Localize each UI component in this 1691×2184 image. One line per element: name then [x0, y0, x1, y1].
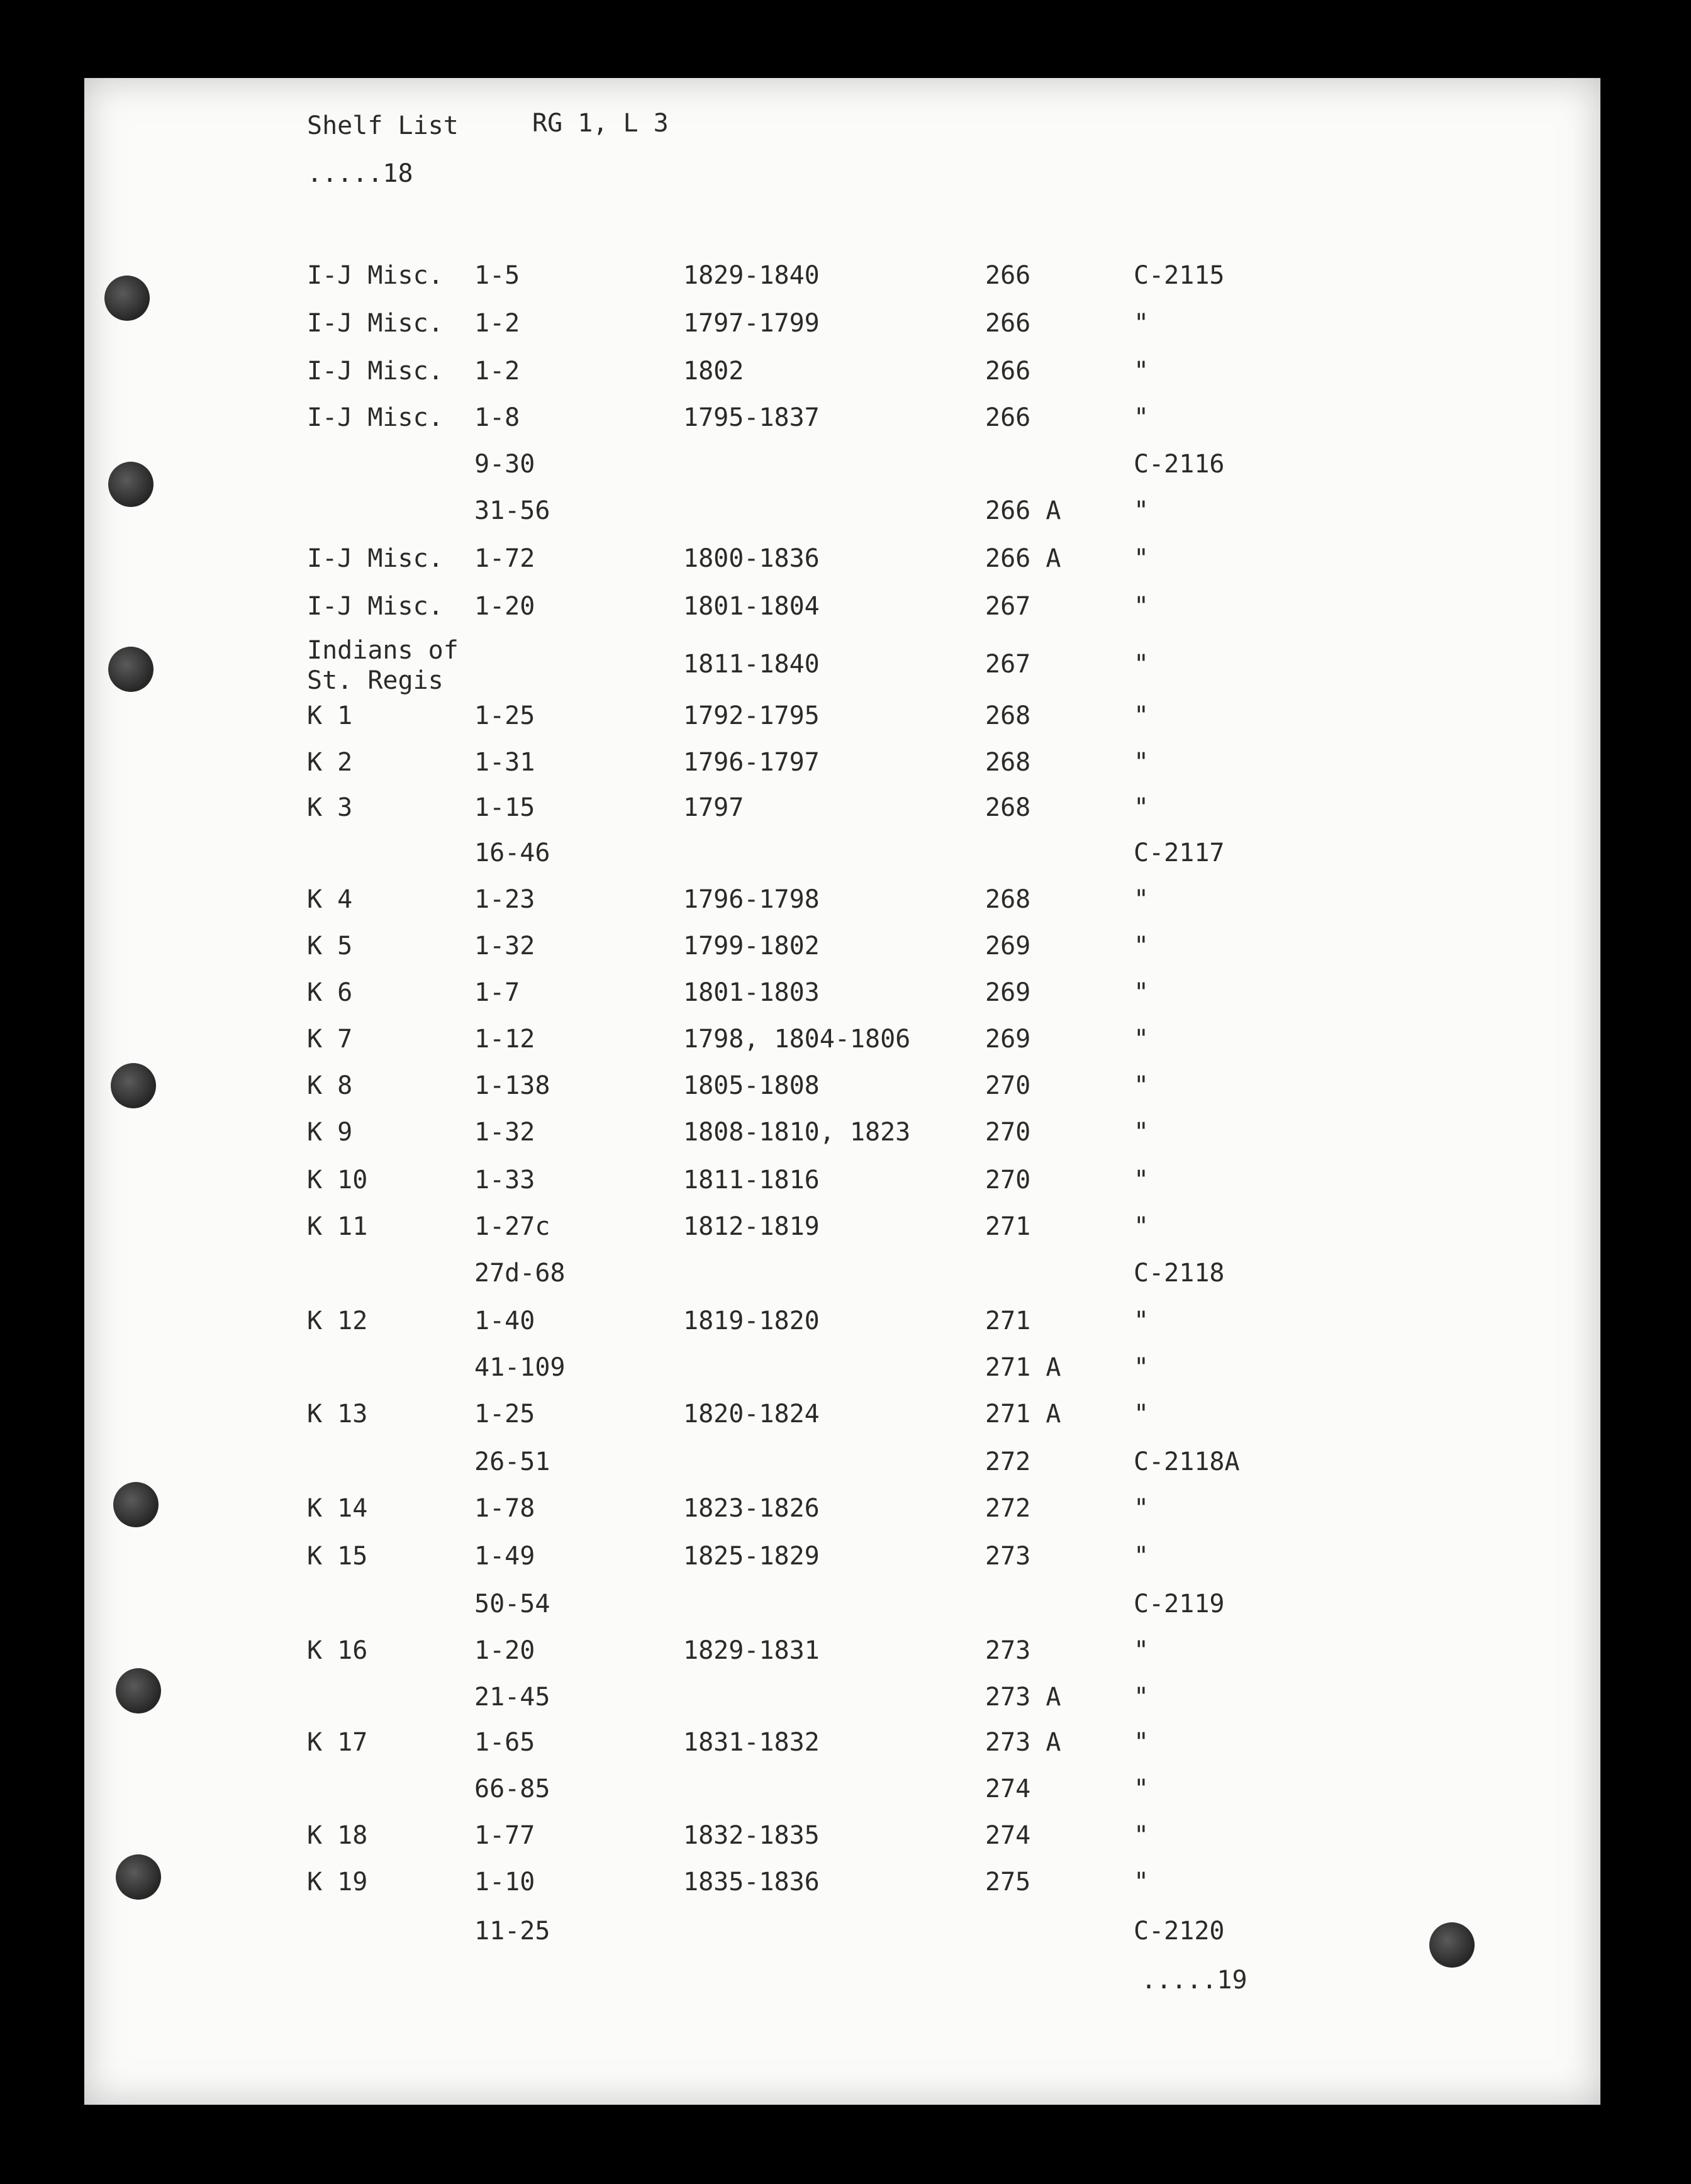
- table-row: [84, 356, 1600, 403]
- row-box: 266: [985, 403, 1031, 432]
- row-box: 271: [985, 1212, 1031, 1241]
- table-row: [84, 793, 1600, 839]
- row-reel: C-2119: [1134, 1590, 1225, 1618]
- row-box: 272: [985, 1494, 1031, 1523]
- row-name: K 6: [307, 978, 353, 1007]
- row-box: 270: [985, 1118, 1031, 1147]
- table-row: [84, 1258, 1600, 1305]
- continued-to: .....19: [1141, 1966, 1247, 1995]
- table-row: [84, 260, 1600, 307]
- row-reel: ": [1134, 793, 1149, 822]
- row-name: K 11: [307, 1212, 368, 1241]
- row-range: 1-49: [474, 1542, 535, 1571]
- row-name: K 5: [307, 932, 353, 961]
- row-reel: ": [1134, 496, 1149, 525]
- table-row: [84, 1682, 1600, 1729]
- table-row: [84, 1071, 1600, 1117]
- row-range: 41-109: [474, 1353, 566, 1382]
- table-row: [84, 701, 1600, 747]
- row-range: 1-2: [474, 309, 520, 338]
- row-dates: 1800-1836: [683, 544, 820, 573]
- row-dates: 1801-1804: [683, 592, 820, 621]
- row-box: 272: [985, 1447, 1031, 1476]
- row-dates: 1835-1836: [683, 1868, 820, 1897]
- row-reel: ": [1134, 1868, 1149, 1897]
- row-range: 1-40: [474, 1306, 535, 1335]
- row-reel: ": [1134, 701, 1149, 730]
- table-row: [84, 1727, 1600, 1774]
- row-range: 21-45: [474, 1683, 550, 1712]
- row-name: I-J Misc.: [307, 403, 444, 432]
- row-range: 16-46: [474, 838, 550, 867]
- table-row: [84, 1774, 1600, 1820]
- row-box: 269: [985, 932, 1031, 961]
- row-reel: ": [1134, 544, 1149, 573]
- table-row: [84, 1916, 1600, 1963]
- row-reel: ": [1134, 1821, 1149, 1850]
- table-row: [84, 884, 1600, 931]
- row-box: 271: [985, 1306, 1031, 1335]
- row-box: 270: [985, 1071, 1031, 1100]
- row-box: 267: [985, 650, 1031, 679]
- table-row: [84, 1541, 1600, 1588]
- table-row: [84, 1306, 1600, 1352]
- table-row: [84, 496, 1600, 542]
- row-name: K 4: [307, 885, 353, 914]
- row-range: 1-7: [474, 978, 520, 1007]
- row-dates: 1819-1820: [683, 1306, 820, 1335]
- row-range: 9-30: [474, 450, 535, 479]
- row-name: K 3: [307, 793, 353, 822]
- row-name: K 9: [307, 1118, 353, 1147]
- row-name: Indians of St. Regis: [307, 636, 459, 695]
- row-box: 266 A: [985, 544, 1061, 573]
- row-range: 1-23: [474, 885, 535, 914]
- row-dates: 1799-1802: [683, 932, 820, 961]
- table-row: [84, 1165, 1600, 1212]
- row-range: 1-15: [474, 793, 535, 822]
- row-dates: 1825-1829: [683, 1542, 820, 1571]
- row-name: K 18: [307, 1821, 368, 1850]
- row-range: 1-78: [474, 1494, 535, 1523]
- row-reel: ": [1134, 1728, 1149, 1757]
- row-range: 1-25: [474, 1400, 535, 1429]
- row-dates: 1832-1835: [683, 1821, 820, 1850]
- row-dates: 1829-1840: [683, 261, 820, 290]
- row-reel: ": [1134, 748, 1149, 777]
- row-range: 66-85: [474, 1774, 550, 1803]
- row-box: 268: [985, 885, 1031, 914]
- row-box: 266: [985, 309, 1031, 338]
- row-range: 1-32: [474, 932, 535, 961]
- row-range: 1-8: [474, 403, 520, 432]
- row-reel: ": [1134, 1683, 1149, 1712]
- table-row: [84, 1117, 1600, 1164]
- table-row: [84, 747, 1600, 794]
- table-row: [84, 591, 1600, 638]
- row-box: 268: [985, 701, 1031, 730]
- row-range: 50-54: [474, 1590, 550, 1618]
- row-dates: 1808-1810, 1823: [683, 1118, 911, 1147]
- row-reel: ": [1134, 978, 1149, 1007]
- row-reel: C-2120: [1134, 1917, 1225, 1946]
- table-row: [84, 308, 1600, 355]
- row-dates: 1811-1816: [683, 1166, 820, 1195]
- row-box: 273: [985, 1636, 1031, 1665]
- row-range: 1-25: [474, 701, 535, 730]
- row-reel: ": [1134, 1542, 1149, 1571]
- table-row: [84, 403, 1600, 449]
- row-reel: ": [1134, 1071, 1149, 1100]
- row-reel: ": [1134, 309, 1149, 338]
- table-row: [84, 1399, 1600, 1446]
- row-dates: 1831-1832: [683, 1728, 820, 1757]
- row-reel: C-2117: [1134, 838, 1225, 867]
- row-box: 266 A: [985, 496, 1061, 525]
- row-box: 275: [985, 1868, 1031, 1897]
- row-range: 1-72: [474, 544, 535, 573]
- row-name: K 12: [307, 1306, 368, 1335]
- table-row: [84, 978, 1600, 1024]
- row-name: K 16: [307, 1636, 368, 1665]
- row-box: 274: [985, 1774, 1031, 1803]
- row-name: K 1: [307, 701, 353, 730]
- row-name: K 8: [307, 1071, 353, 1100]
- table-row: [84, 1820, 1600, 1867]
- row-dates: 1798, 1804-1806: [683, 1025, 911, 1054]
- row-reel: C-2118A: [1134, 1447, 1240, 1476]
- row-dates: 1795-1837: [683, 403, 820, 432]
- row-box: 269: [985, 1025, 1031, 1054]
- row-reel: ": [1134, 1118, 1149, 1147]
- row-range: 1-65: [474, 1728, 535, 1757]
- row-name: K 19: [307, 1868, 368, 1897]
- row-range: 1-10: [474, 1868, 535, 1897]
- row-reel: C-2118: [1134, 1259, 1225, 1288]
- row-reel: ": [1134, 932, 1149, 961]
- row-box: 271 A: [985, 1400, 1061, 1429]
- row-name: K 15: [307, 1542, 368, 1571]
- row-box: 268: [985, 748, 1031, 777]
- row-range: 1-2: [474, 357, 520, 386]
- row-reel: ": [1134, 1166, 1149, 1195]
- row-dates: 1820-1824: [683, 1400, 820, 1429]
- row-reel: ": [1134, 403, 1149, 432]
- document-page: [84, 78, 1600, 2105]
- row-box: 273: [985, 1542, 1031, 1571]
- table-row: [84, 931, 1600, 978]
- row-name: K 13: [307, 1400, 368, 1429]
- row-reel: ": [1134, 592, 1149, 621]
- row-dates: 1811-1840: [683, 650, 820, 679]
- row-range: 1-27c: [474, 1212, 550, 1241]
- row-range: 1-12: [474, 1025, 535, 1054]
- row-reel: ": [1134, 1353, 1149, 1382]
- row-reel: ": [1134, 1636, 1149, 1665]
- row-reel: C-2115: [1134, 261, 1225, 290]
- row-box: 273 A: [985, 1683, 1061, 1712]
- row-range: 26-51: [474, 1447, 550, 1476]
- row-dates: 1823-1826: [683, 1494, 820, 1523]
- row-range: 31-56: [474, 496, 550, 525]
- table-row: [84, 1352, 1600, 1399]
- table-row: [84, 1493, 1600, 1540]
- table-row: [84, 1589, 1600, 1635]
- row-dates: 1792-1795: [683, 701, 820, 730]
- row-name: I-J Misc.: [307, 592, 444, 621]
- row-name: I-J Misc.: [307, 544, 444, 573]
- row-reel: ": [1134, 1306, 1149, 1335]
- table-row: [84, 1024, 1600, 1071]
- row-name: I-J Misc.: [307, 261, 444, 290]
- page-title: Shelf List: [307, 111, 459, 140]
- row-box: 268: [985, 793, 1031, 822]
- row-dates: 1797: [683, 793, 744, 822]
- table-row: [84, 1867, 1600, 1914]
- row-range: 1-77: [474, 1821, 535, 1850]
- row-box: 273 A: [985, 1728, 1061, 1757]
- table-row: [84, 543, 1600, 590]
- row-name: I-J Misc.: [307, 309, 444, 338]
- row-dates: 1796-1797: [683, 748, 820, 777]
- row-box: 270: [985, 1166, 1031, 1195]
- row-range: 1-20: [474, 1636, 535, 1665]
- row-dates: 1797-1799: [683, 309, 820, 338]
- row-range: 1-138: [474, 1071, 550, 1100]
- table-row: [84, 838, 1600, 884]
- row-range: 1-31: [474, 748, 535, 777]
- row-name: K 7: [307, 1025, 353, 1054]
- row-name: K 2: [307, 748, 353, 777]
- row-reel: ": [1134, 1774, 1149, 1803]
- row-reel: ": [1134, 650, 1149, 679]
- row-name: K 10: [307, 1166, 368, 1195]
- table-row: [84, 635, 1600, 695]
- row-range: 27d-68: [474, 1259, 566, 1288]
- row-reel: ": [1134, 357, 1149, 386]
- table-row: [84, 1212, 1600, 1258]
- continued-from: .....18: [307, 159, 413, 188]
- row-dates: 1801-1803: [683, 978, 820, 1007]
- row-reel: ": [1134, 1400, 1149, 1429]
- row-dates: 1796-1798: [683, 885, 820, 914]
- row-range: 11-25: [474, 1917, 550, 1946]
- row-range: 1-20: [474, 592, 535, 621]
- row-reel: C-2116: [1134, 450, 1225, 479]
- record-group: RG 1, L 3: [532, 109, 669, 138]
- row-dates: 1802: [683, 357, 744, 386]
- row-reel: ": [1134, 1212, 1149, 1241]
- row-box: 269: [985, 978, 1031, 1007]
- row-reel: ": [1134, 1494, 1149, 1523]
- row-box: 267: [985, 592, 1031, 621]
- table-row: [84, 1447, 1600, 1493]
- table-row: [84, 449, 1600, 496]
- table-row: [84, 1635, 1600, 1682]
- row-range: 1-32: [474, 1118, 535, 1147]
- row-range: 1-33: [474, 1166, 535, 1195]
- row-dates: 1829-1831: [683, 1636, 820, 1665]
- row-box: 266: [985, 261, 1031, 290]
- row-box: 271 A: [985, 1353, 1061, 1382]
- row-dates: 1812-1819: [683, 1212, 820, 1241]
- row-box: 274: [985, 1821, 1031, 1850]
- row-reel: ": [1134, 885, 1149, 914]
- row-box: 266: [985, 357, 1031, 386]
- row-reel: ": [1134, 1025, 1149, 1054]
- row-range: 1-5: [474, 261, 520, 290]
- row-dates: 1805-1808: [683, 1071, 820, 1100]
- row-name: K 17: [307, 1728, 368, 1757]
- row-name: K 14: [307, 1494, 368, 1523]
- row-name: I-J Misc.: [307, 357, 444, 386]
